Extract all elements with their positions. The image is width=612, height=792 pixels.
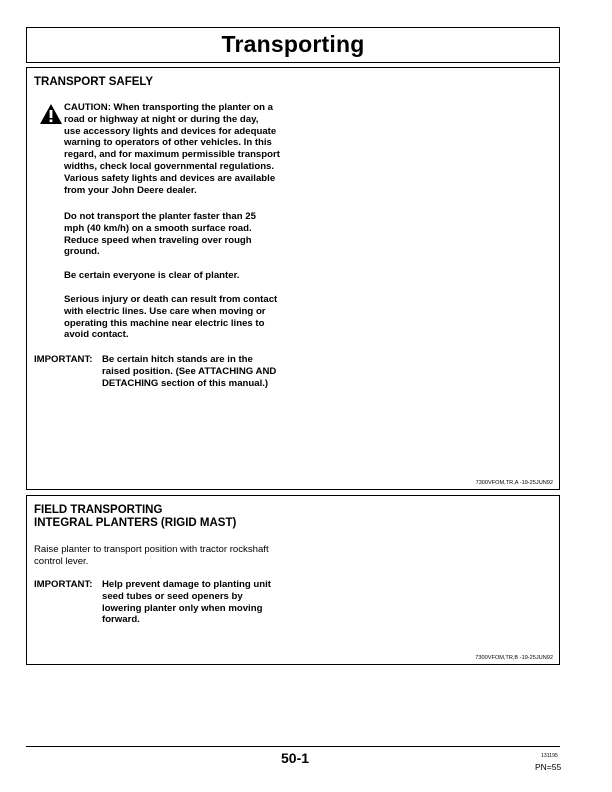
important-text: Be certain hitch stands are in the raised position. (See ATTACHING AND DETACHING section of this manual.) (102, 354, 277, 389)
footer-rule (26, 746, 560, 747)
footer-date-code: 131195 (541, 753, 558, 759)
important-label: IMPORTANT: (34, 354, 93, 365)
caution-text: CAUTION: When transporting the planter on a road or highway at night or during the day, use accessory lights and devices for adequate warning to operators of other vehicles. In this regard, and for maximum permissible transport widths, check local governmental regulations. Various safety lights and devices are available from your John Deere dealer. (64, 102, 280, 196)
section-heading: FIELD TRANSPORTING INTEGRAL PLANTERS (RIGID MAST) (34, 504, 237, 529)
important-text: Help prevent damage to planting unit seed tubes or seed openers by lowering planter only when moving forward. (102, 579, 271, 626)
title-box (26, 27, 560, 63)
section-heading: TRANSPORT SAFELY (34, 76, 154, 88)
section-transport-safely (26, 67, 560, 490)
page-title: Transporting (221, 31, 365, 57)
page-number: 50-1 (281, 750, 310, 766)
section-field-transporting (26, 495, 560, 665)
footer-pn: PN=55 (535, 762, 562, 772)
reference-code: 7300VFOM,TR,B -19-25JUN92 (475, 655, 553, 661)
reference-code: 7300VFOM,TR,A -19-25JUN92 (475, 480, 553, 486)
electric-lines-text: Serious injury or death can result from contact with electric lines. Use care when moving or operating this machine near electric lines to avoid contact. (64, 294, 278, 341)
speed-text: Do not transport the planter faster than 25 mph (40 km/h) on a smooth surface road. Reduce speed when traveling over rough ground. (64, 211, 256, 258)
body-text: Raise planter to transport position with tractor rockshaft control lever. (34, 544, 269, 567)
clearance-text: Be certain everyone is clear of planter. (64, 270, 240, 281)
important-label: IMPORTANT: (34, 579, 93, 590)
warning-triangle-icon (39, 103, 63, 125)
